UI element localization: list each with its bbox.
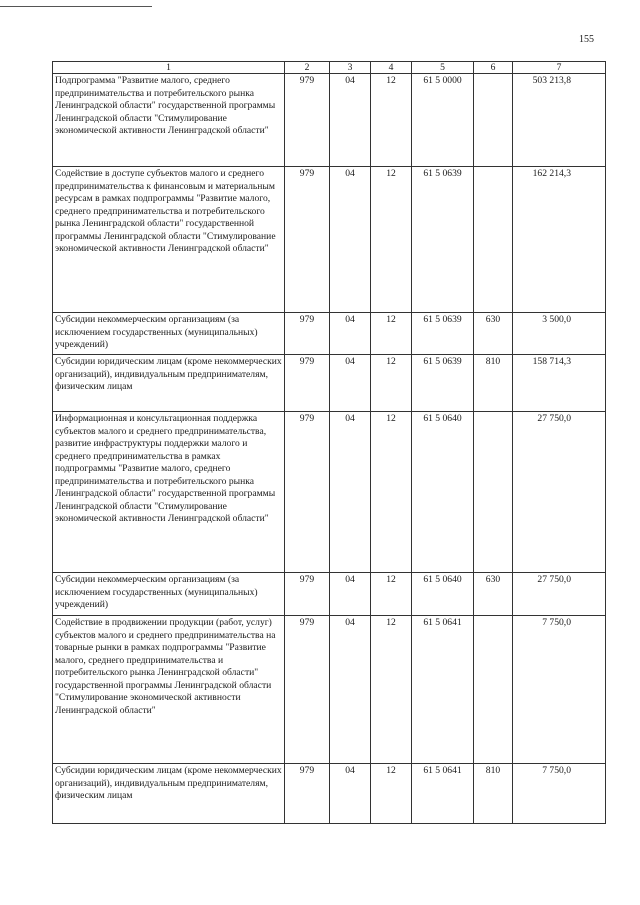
table-header-row (53, 62, 606, 74)
col-4-cell: 12 (371, 573, 412, 616)
col-5-cell: 61 5 0640 (412, 573, 474, 616)
col-3-cell: 04 (330, 74, 371, 167)
col-4-cell: 12 (371, 764, 412, 824)
amount-cell: 503 213,8 (513, 74, 606, 167)
col-5-cell: 61 5 0639 (412, 313, 474, 355)
col-6-cell (474, 74, 513, 167)
col-5-cell: 61 5 0639 (412, 355, 474, 412)
row-name: Содействие в продвижении продукции (работ, услуг) субъектов малого и среднего предпринимательства на товарные рынки в рамках подпрограммы "Развитие малого, среднего предпринимательства и потребительского рынка Ленинградской области" государственной программы Ленинградской области "Стимулирование экономической активности Ленинградской области" (53, 616, 285, 764)
table-row (53, 167, 606, 313)
col-3-cell: 04 (330, 573, 371, 616)
col-6-cell (474, 167, 513, 313)
col-3-cell: 04 (330, 616, 371, 764)
amount-cell: 158 714,3 (513, 355, 606, 412)
table-row (53, 355, 606, 412)
col-6-cell: 630 (474, 573, 513, 616)
column-header: 5 (412, 62, 474, 74)
amount-cell: 27 750,0 (513, 412, 606, 573)
row-name: Субсидии юридическим лицам (кроме некоммерческих организаций), индивидуальным предпринимателям, физическим лицам (53, 764, 285, 824)
col-6-cell (474, 616, 513, 764)
amount-cell: 7 750,0 (513, 764, 606, 824)
row-name: Содействие в доступе субъектов малого и среднего предпринимательства к финансовым и материальным ресурсам в рамках подпрограммы "Развитие малого, среднего предпринимательства и потребительского рынка Ленинградской области" государственной программы Ленинградской области "Стимулирование экономической активности Ленинградской области" (53, 167, 285, 313)
column-header: 4 (371, 62, 412, 74)
col-5-cell: 61 5 0641 (412, 616, 474, 764)
col-5-cell: 61 5 0641 (412, 764, 474, 824)
row-name: Субсидии юридическим лицам (кроме некоммерческих организаций), индивидуальным предпринимателям, физическим лицам (53, 355, 285, 412)
col-2-cell: 979 (285, 313, 330, 355)
table-row (53, 74, 606, 167)
col-3-cell: 04 (330, 167, 371, 313)
col-5-cell: 61 5 0640 (412, 412, 474, 573)
col-3-cell: 04 (330, 313, 371, 355)
col-2-cell: 979 (285, 167, 330, 313)
table-row (53, 313, 606, 355)
row-name: Подпрограмма "Развитие малого, среднего предпринимательства и потребительского рынка Ленинградской области" государственной программы Ленинградской области "Стимулирование экономической активности Ленинградской области" (53, 74, 285, 167)
row-name: Информационная и консультационная поддержка субъектов малого и среднего предпринимательства, развитие инфраструктуры поддержки малого и среднего предпринимательства в рамках подпрограммы "Развитие малого, среднего предпринимательства и потребительского рынка Ленинградской области" государственной программы Ленинградской области "Стимулирование экономической активности Ленинградской области" (53, 412, 285, 573)
col-4-cell: 12 (371, 167, 412, 313)
col-2-cell: 979 (285, 74, 330, 167)
col-6-cell: 810 (474, 355, 513, 412)
col-4-cell: 12 (371, 74, 412, 167)
column-header: 3 (330, 62, 371, 74)
col-2-cell: 979 (285, 412, 330, 573)
table-row (53, 573, 606, 616)
col-5-cell: 61 5 0000 (412, 74, 474, 167)
column-header: 6 (474, 62, 513, 74)
col-6-cell (474, 412, 513, 573)
col-4-cell: 12 (371, 355, 412, 412)
col-6-cell: 630 (474, 313, 513, 355)
col-2-cell: 979 (285, 616, 330, 764)
col-2-cell: 979 (285, 355, 330, 412)
col-6-cell: 810 (474, 764, 513, 824)
amount-cell: 3 500,0 (513, 313, 606, 355)
col-4-cell: 12 (371, 313, 412, 355)
table-row (53, 616, 606, 764)
column-header: 2 (285, 62, 330, 74)
col-3-cell: 04 (330, 412, 371, 573)
table-row (53, 412, 606, 573)
amount-cell: 27 750,0 (513, 573, 606, 616)
col-5-cell: 61 5 0639 (412, 167, 474, 313)
amount-cell: 7 750,0 (513, 616, 606, 764)
col-3-cell: 04 (330, 355, 371, 412)
page-number: 155 (579, 34, 594, 45)
col-2-cell: 979 (285, 764, 330, 824)
row-name: Субсидии некоммерческим организациям (за исключением государственных (муниципальных) учреждений) (53, 573, 285, 616)
row-name: Субсидии некоммерческим организациям (за исключением государственных (муниципальных) учреждений) (53, 313, 285, 355)
amount-cell: 162 214,3 (513, 167, 606, 313)
budget-table (52, 61, 606, 824)
col-4-cell: 12 (371, 412, 412, 573)
col-2-cell: 979 (285, 573, 330, 616)
table-row (53, 764, 606, 824)
column-header: 7 (513, 62, 606, 74)
col-3-cell: 04 (330, 764, 371, 824)
column-header: 1 (53, 62, 285, 74)
col-4-cell: 12 (371, 616, 412, 764)
top-rule (0, 6, 152, 7)
